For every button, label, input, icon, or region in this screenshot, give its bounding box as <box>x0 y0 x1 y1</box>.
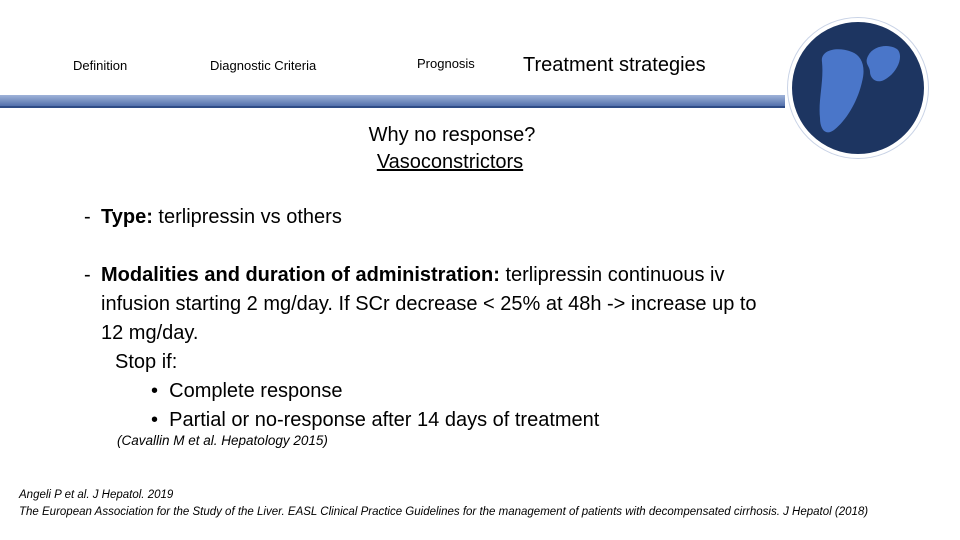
stop-if-label: Stop if: <box>115 351 178 373</box>
modalities-line1: terlipressin continuous iv <box>505 264 725 286</box>
reference-item: Angeli P et al. J Hepatol. 2019 <box>19 489 174 501</box>
header-bar-edge <box>0 106 785 108</box>
references <box>19 487 868 521</box>
type-label: Type: <box>101 206 153 228</box>
tab-definition[interactable]: Definition <box>73 58 128 73</box>
list-item: • Complete response <box>151 380 343 402</box>
modalities-line3: 12 mg/day. <box>101 322 199 344</box>
list-item: • Partial or no-response after 14 days of treatment <box>151 409 600 431</box>
point-type: - Type: terlipressin vs others <box>84 206 342 228</box>
modalities-line2: infusion starting 2 mg/day. If SCr decrease < 25% at 48h -> increase up to <box>101 293 757 315</box>
tab-diagnostic-criteria[interactable]: Diagnostic Criteria <box>210 58 317 73</box>
reference-item: The European Association for the Study of the Liver. EASL Clinical Practice Guidelines for the management of patients with decompensated cirrhosis. J Hepatol (2018) <box>19 506 869 518</box>
heading-why-no-response: Why no response? <box>368 124 536 146</box>
tab-prognosis[interactable]: Prognosis <box>417 56 475 71</box>
modalities-label: Modalities and duration of administration: <box>101 264 506 286</box>
point-modalities: - Modalities and duration of administration: terlipressin continuous iv infusion starting 2 mg/day. If SCr decrease < 25% at 48h -> increase up to 12 mg/day. Stop if: • Complete response • Partial or no-response after 14 days of treatment <box>84 261 824 435</box>
heading-vasoconstrictors: Vasoconstrictors <box>376 151 524 173</box>
tab-treatment-strategies[interactable]: Treatment strategies <box>523 54 706 76</box>
citation: (Cavallin M et al. Hepatology 2015) <box>117 433 328 448</box>
type-text: terlipressin vs others <box>152 206 342 228</box>
